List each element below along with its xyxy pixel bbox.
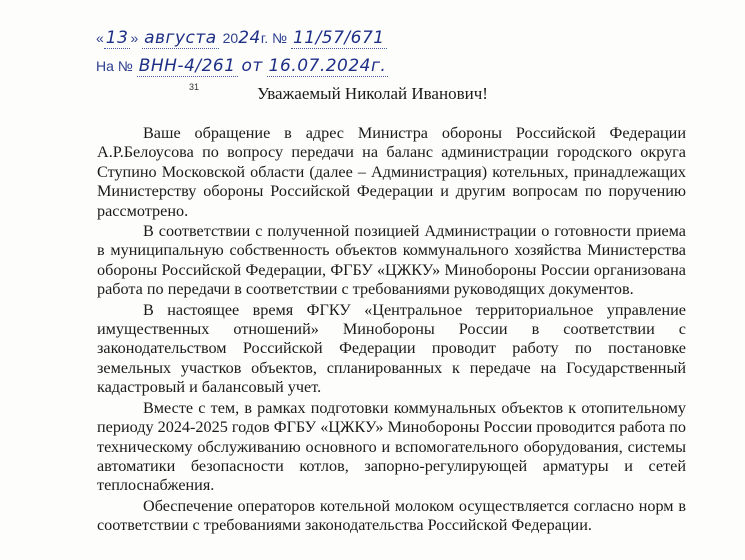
- date-close-quote: »: [130, 30, 139, 46]
- paragraph: Ваше обращение в адрес Министра обороны Российской Федерации А.Р.Белоусова по вопросу передачи на баланс администрации городского округа Ступино Московской области (далее – Администрация) котельных, принадлежащих Министерству обороны Российской Федерации и другим вопросам по поручению рассмотрено.: [97, 124, 686, 220]
- year-suffix: 24: [238, 28, 261, 48]
- ref-from-label: от: [241, 56, 263, 76]
- paragraph: Обеспечение операторов котельной молоком осуществляется согласно норм в соответствии с требованиями законодательства Российской Федерации.: [97, 496, 686, 535]
- letter-body: [97, 124, 686, 536]
- outgoing-reference: [96, 28, 387, 49]
- ref-number: ВНН-4/261: [138, 56, 236, 76]
- year-prefix: 20: [222, 30, 239, 46]
- paragraph: В соответствии с полученной позицией Администрации о готовности приема в муниципальную собственность объектов коммунального хозяйства Министерства обороны Российской Федерации, ФГБУ «ЦЖКУ» Минобороны России организована работа по передачи в соответствии с требованиями руководящих документов.: [97, 222, 686, 299]
- date-day: 13: [105, 28, 129, 48]
- incoming-reference: [96, 56, 388, 77]
- salutation: Уважаемый Николай Иванович!: [257, 84, 488, 103]
- paragraph: Вместе с тем, в рамках подготовки коммунальных объектов к отопительному периоду 2024-2025 годов ФГБУ «ЦЖКУ» Минобороны России проводится работа по техническому обслуживанию основного и вспомогательного оборудования, системы автоматики безопасности котлов, запорно-регулирующей арматуры и сетей теплоснабжения.: [97, 398, 686, 495]
- registration-mark: 31: [189, 82, 200, 92]
- paragraph: В настоящее время ФГКУ «Центральное территориальное управление имущественных отношений» Минобороны России в соответствии с законодательством Российской Федерации проводит работу по постановке земельных участков объектов, спланированных к передаче на Государственный кадастровый и балансовый учет.: [97, 300, 686, 397]
- ref-date: 16.07.2024г.: [268, 56, 387, 76]
- date-open-quote: «: [96, 30, 104, 46]
- ref-label: На №: [96, 58, 133, 74]
- outgoing-number: 11/57/671: [292, 28, 385, 48]
- date-month: августа: [144, 28, 217, 48]
- year-number-label: г. №: [260, 30, 288, 46]
